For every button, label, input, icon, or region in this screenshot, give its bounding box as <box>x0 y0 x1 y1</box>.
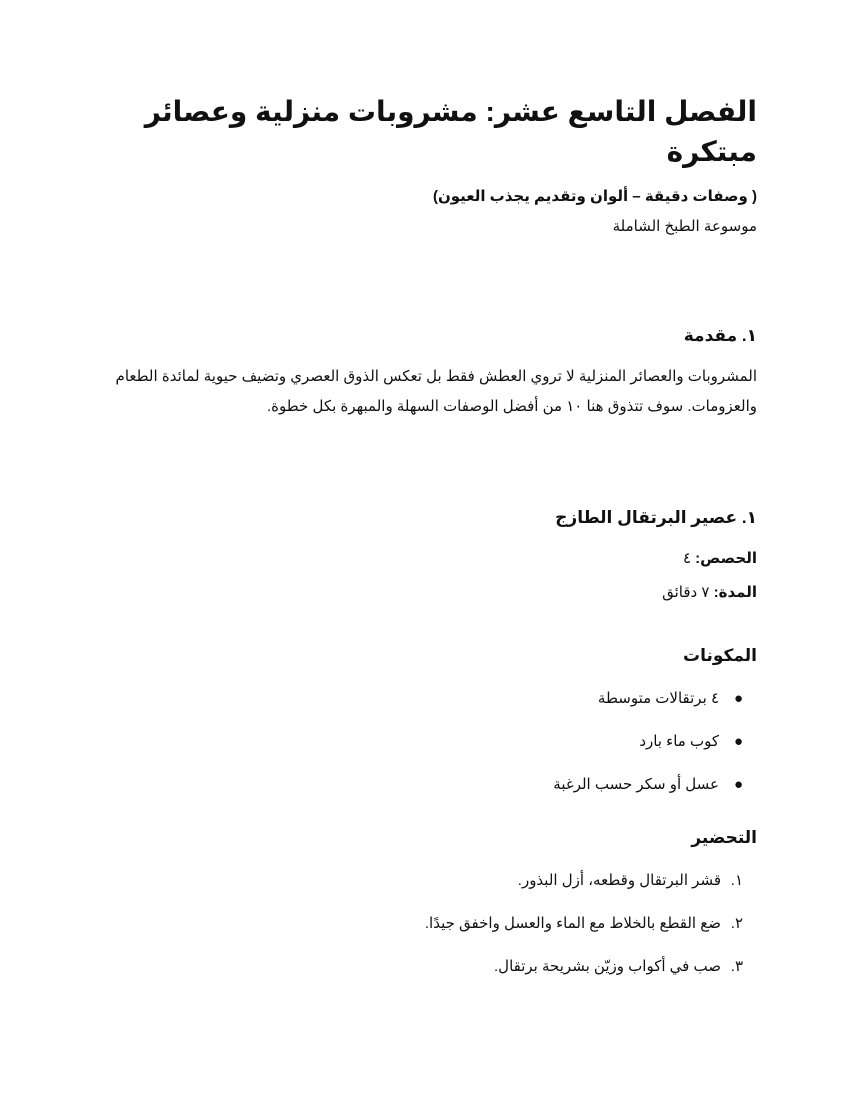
steps-list <box>110 870 757 978</box>
list-item <box>110 870 757 892</box>
step-text: ضع القطع بالخلاط مع الماء والعسل واخفق جيدًا. <box>424 915 721 932</box>
step-number: ١. <box>730 872 743 889</box>
step-text: قشر البرتقال وقطعه، أزل البذور. <box>517 872 721 889</box>
source-line: موسوعة الطبخ الشاملة <box>612 218 757 235</box>
chapter-title: الفصل التاسع عشر: مشروبات منزلية وعصائر مبتكرة <box>144 96 757 167</box>
bullet-icon: ● <box>733 733 743 750</box>
steps-heading: التحضير <box>691 828 757 847</box>
servings-value: ٤ <box>682 550 691 567</box>
list-item <box>110 956 757 978</box>
intro-paragraph: المشروبات والعصائر المنزلية لا تروي العطش فقط بل تعكس الذوق العصري وتضيف حيوية لمائدة الطعام والعزومات. سوف تتذوق هنا ١٠ من أفضل الوصفات السهلة والمبهرة بكل خطوة. <box>115 368 757 415</box>
list-item <box>110 913 757 935</box>
chapter-subtitle: ( وصفات دقيقة – ألوان وتقديم يجذب العيون) <box>432 188 757 205</box>
servings-line <box>110 548 757 570</box>
ingredient-text: عسل أو سكر حسب الرغبة <box>553 776 719 793</box>
ingredients-heading: المكونات <box>682 646 757 665</box>
duration-value: ٧ دقائق <box>662 584 710 601</box>
ingredient-text: كوب ماء بارد <box>639 733 719 750</box>
list-item <box>110 774 743 796</box>
ingredients-list <box>110 688 757 796</box>
list-item <box>110 688 743 710</box>
bullet-icon: ● <box>733 776 743 793</box>
servings-label: الحصص: <box>695 550 757 567</box>
list-item <box>110 731 743 753</box>
step-number: ٣. <box>730 958 743 975</box>
duration-line <box>110 582 757 604</box>
bullet-icon: ● <box>733 690 743 707</box>
step-text: صب في أكواب وزيّن بشريحة برتقال. <box>494 958 721 975</box>
step-number: ٢. <box>730 915 743 932</box>
ingredient-text: ٤ برتقالات متوسطة <box>597 690 719 707</box>
duration-label: المدة: <box>713 584 757 601</box>
recipe-heading: ١. عصير البرتقال الطازج <box>555 508 757 527</box>
intro-heading: ١. مقدمة <box>683 326 757 345</box>
